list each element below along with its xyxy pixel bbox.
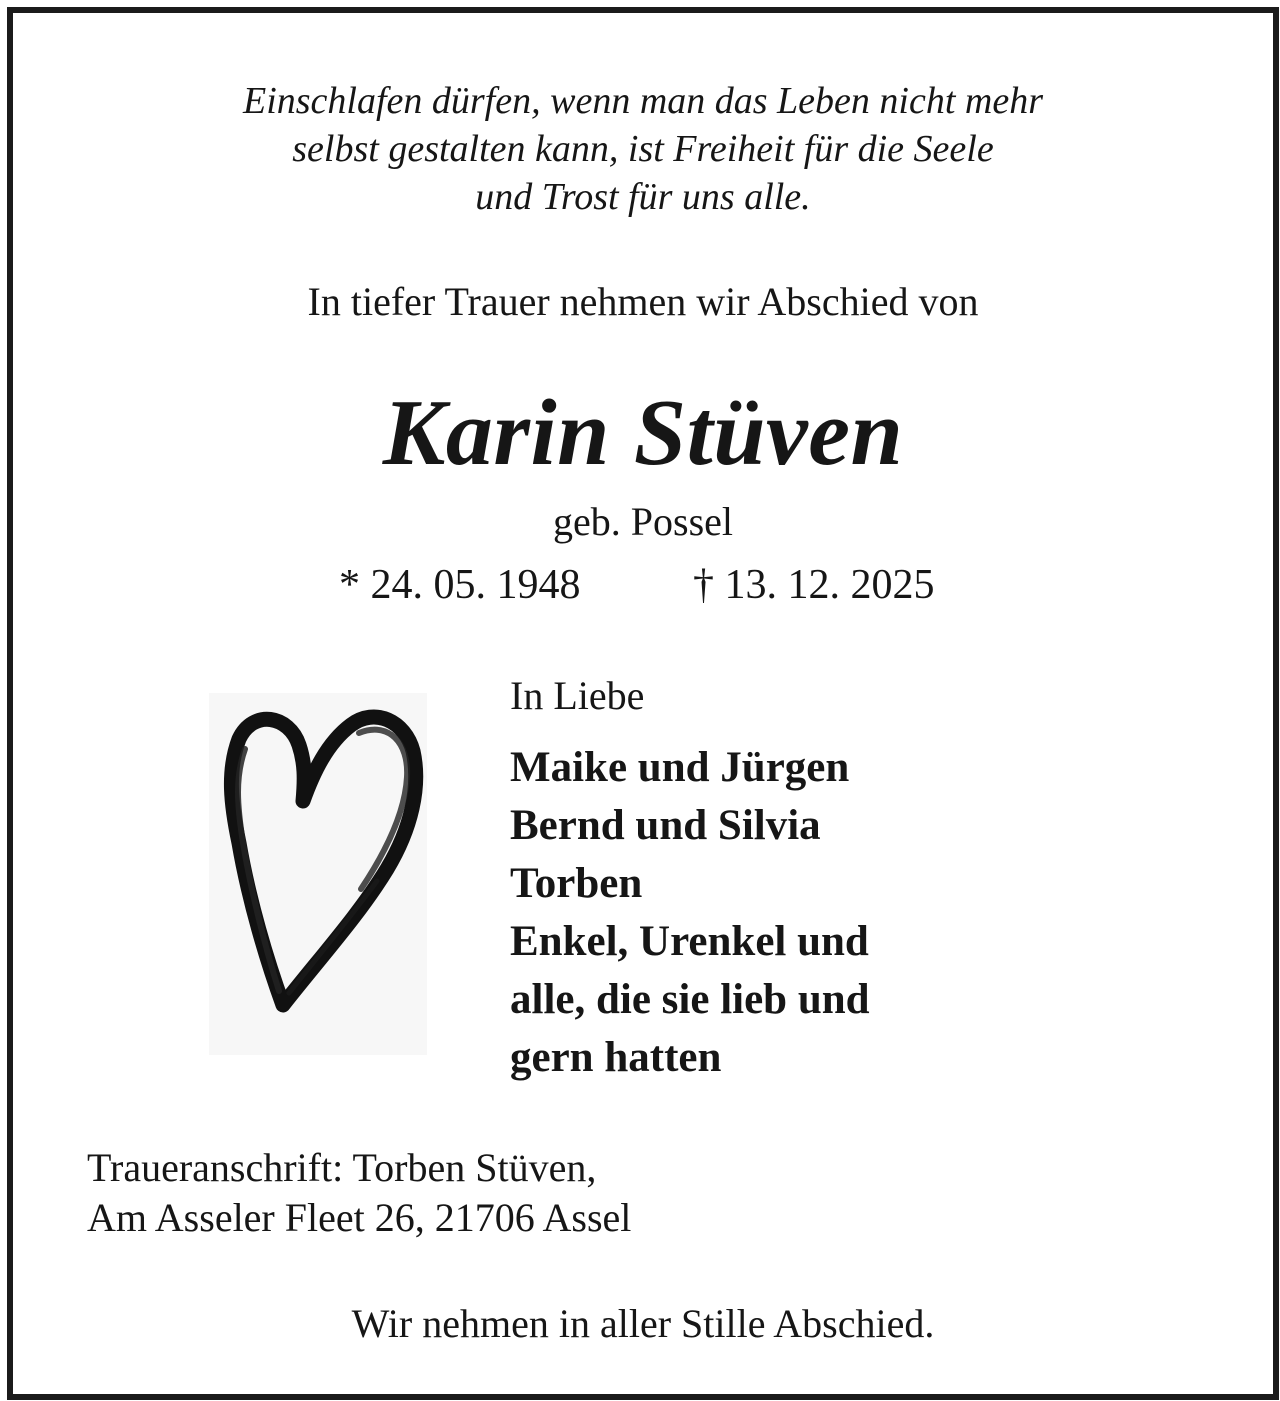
quote: [13, 77, 1273, 221]
address-line: Am Asseler Fleet 26, 21706 Assel: [87, 1195, 632, 1240]
mourners-list: [510, 739, 870, 1087]
list-item: Maike und Jürgen: [510, 744, 850, 791]
deceased-name: Karin Stüven: [382, 381, 904, 485]
list-item: gern hatten: [510, 1034, 722, 1081]
mourning-address: [87, 1143, 631, 1243]
obituary-frame: [7, 7, 1279, 1400]
quote-line: und Trost für uns alle.: [475, 176, 811, 218]
date-of-birth: * 24. 05. 1948: [339, 562, 581, 608]
closing-text: Wir nehmen in aller Stille Abschied.: [351, 1301, 935, 1346]
quote-line: Einschlafen dürfen, wenn man das Leben nicht mehr: [242, 80, 1043, 122]
list-item: alle, die sie lieb und: [510, 976, 870, 1023]
intro-text: In tiefer Trauer nehmen wir Abschied von: [307, 279, 979, 324]
quote-line: selbst gestalten kann, ist Freiheit für die Seele: [292, 128, 994, 170]
in-love-label: In Liebe: [510, 673, 645, 718]
date-of-death: † 13. 12. 2025: [693, 562, 935, 608]
address-line: Traueranschrift: Torben Stüven,: [87, 1145, 597, 1190]
list-item: Enkel, Urenkel und: [510, 918, 869, 965]
heart-icon: [209, 693, 427, 1055]
list-item: Torben: [510, 860, 643, 907]
list-item: Bernd und Silvia: [510, 802, 821, 849]
birth-name: geb. Possel: [553, 499, 733, 544]
